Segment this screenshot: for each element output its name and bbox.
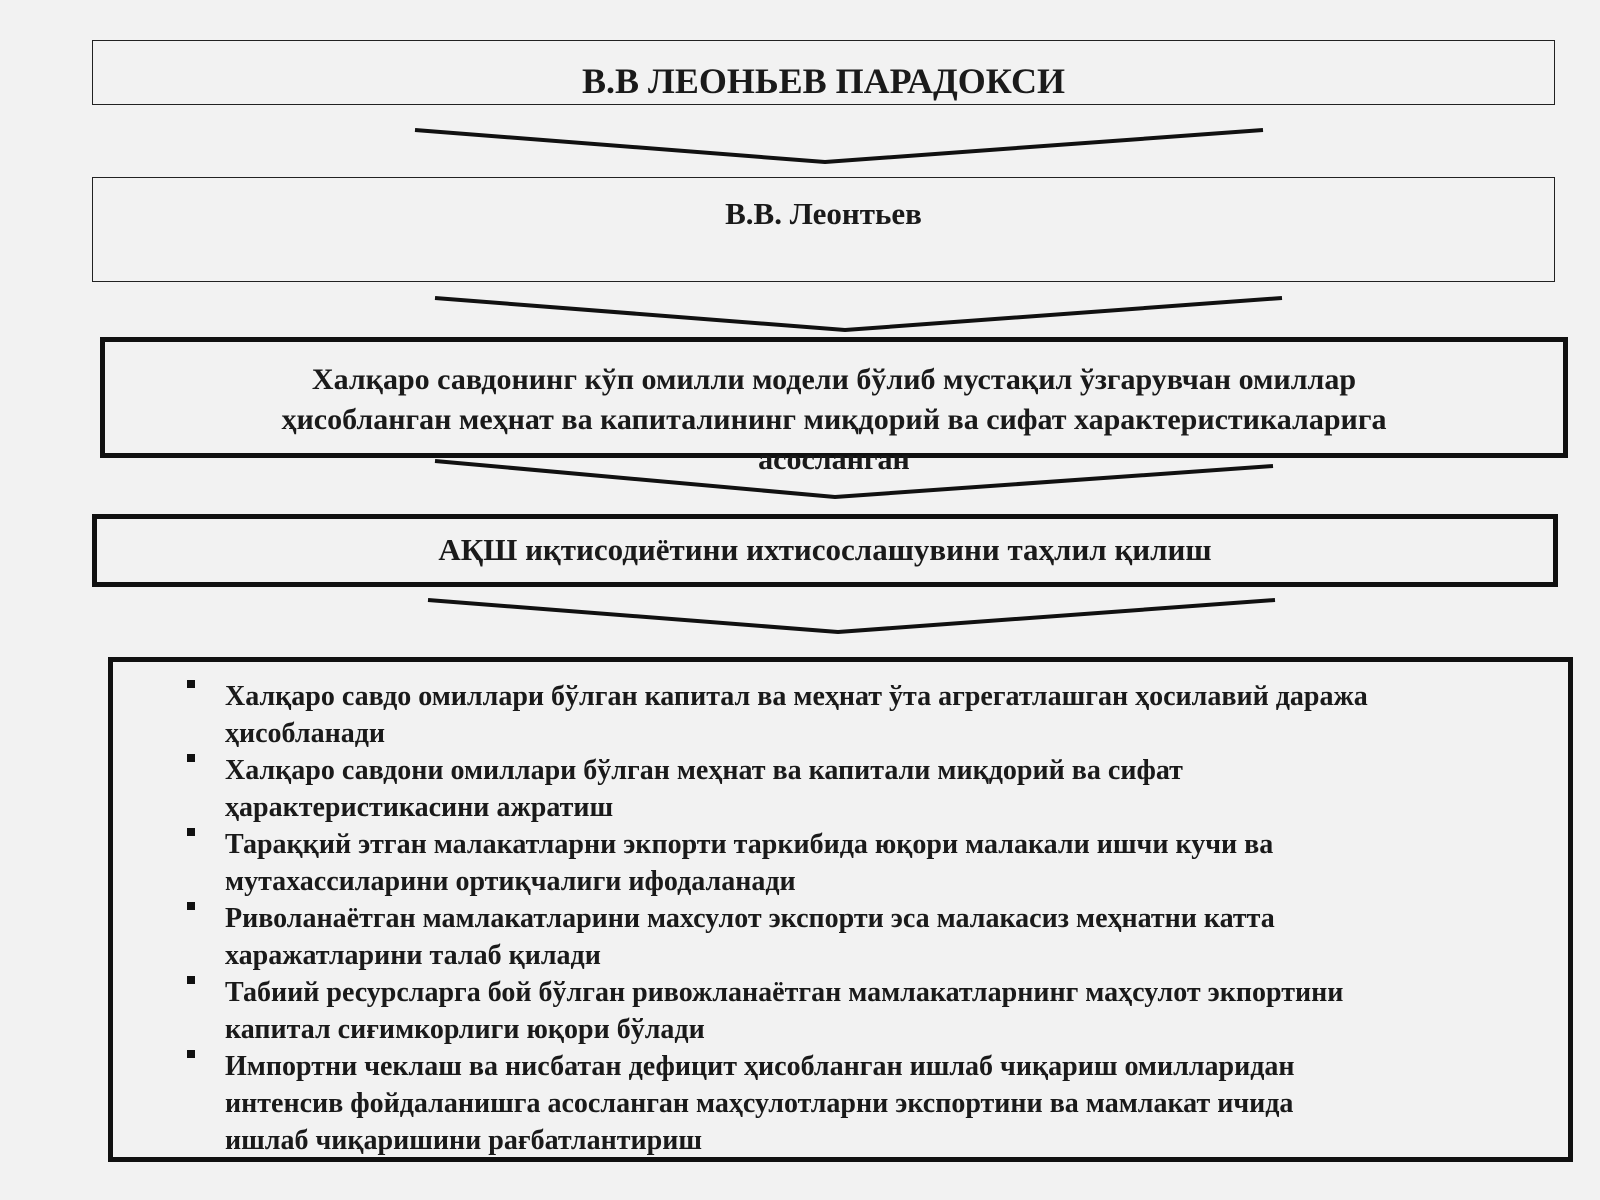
model-text-line: асосланган xyxy=(758,443,910,476)
author-name: В.В. Леонтьев xyxy=(725,196,922,231)
list-item xyxy=(225,678,1508,752)
list-item xyxy=(225,974,1508,1048)
list-item-text: Риволанаётган мамлакатларини махсулот экспорти эса малакасиз меҳнатни катта xyxy=(225,903,1275,934)
points-list xyxy=(113,662,1568,1159)
usa-analysis-box xyxy=(92,514,1558,587)
square-bullet-icon xyxy=(187,902,195,910)
list-item-text: ҳарактеристикасини ажратиш xyxy=(225,792,614,823)
square-bullet-icon xyxy=(187,680,195,688)
usa-analysis-text: АҚШ иқтисодиётини ихтисослашувини таҳлил қилиш xyxy=(438,532,1212,567)
list-item xyxy=(225,900,1508,974)
chevron-connector-2 xyxy=(435,298,1282,330)
square-bullet-icon xyxy=(187,1050,195,1058)
list-item-text: мутахассиларини ортиқчалиги ифодаланади xyxy=(225,866,796,897)
list-item-text: Импортни чеклаш ва нисбатан дефицит ҳисобланган ишлаб чиқариш омилларидан xyxy=(225,1051,1295,1082)
page-title: В.В ЛЕОНЬЕВ ПАРАДОКСИ xyxy=(581,61,1066,101)
list-item xyxy=(225,826,1508,900)
author-box xyxy=(92,177,1555,282)
chevron-connector-1 xyxy=(415,130,1263,162)
points-box xyxy=(108,657,1573,1162)
list-item-text: интенсив фойдаланишга асосланган маҳсулотларни экспортини ва мамлакат ичида xyxy=(225,1088,1294,1119)
model-text-line: Халқаро савдонинг кўп омилли модели бўлиб мустақил ўзгарувчан омиллар xyxy=(311,363,1357,396)
list-item xyxy=(225,752,1508,826)
list-item-text: харажатларини талаб қилади xyxy=(225,940,601,971)
chevron-connector-4 xyxy=(428,600,1275,632)
title-box xyxy=(92,40,1555,105)
list-item-text: Халқаро савдо омиллари бўлган капитал ва меҳнат ўта агрегатлашган ҳосилавий даража xyxy=(225,681,1368,712)
list-item-text: Табиий ресурсларга бой бўлган ривожланаётган мамлакатларнинг маҳсулот экпортини xyxy=(225,977,1344,1008)
list-item-text: Халқаро савдони омиллари бўлган меҳнат ва капитали миқдорий ва сифат xyxy=(225,755,1183,786)
list-item-text: ишлаб чиқаришини рағбатлантириш xyxy=(225,1125,702,1156)
list-item-text: Тараққий этган малакатларни экпорти таркибида юқори малакали ишчи кучи ва xyxy=(225,829,1274,860)
square-bullet-icon xyxy=(187,976,195,984)
list-item-text: капитал сиғимкорлиги юқори бўлади xyxy=(225,1014,705,1045)
model-box xyxy=(100,337,1568,476)
list-item xyxy=(225,1048,1508,1159)
list-item-text: ҳисобланади xyxy=(225,718,386,749)
square-bullet-icon xyxy=(187,828,195,836)
model-text-line: ҳисобланган меҳнат ва капиталининг миқдорий ва сифат характеристикаларига xyxy=(281,403,1387,436)
square-bullet-icon xyxy=(187,754,195,762)
